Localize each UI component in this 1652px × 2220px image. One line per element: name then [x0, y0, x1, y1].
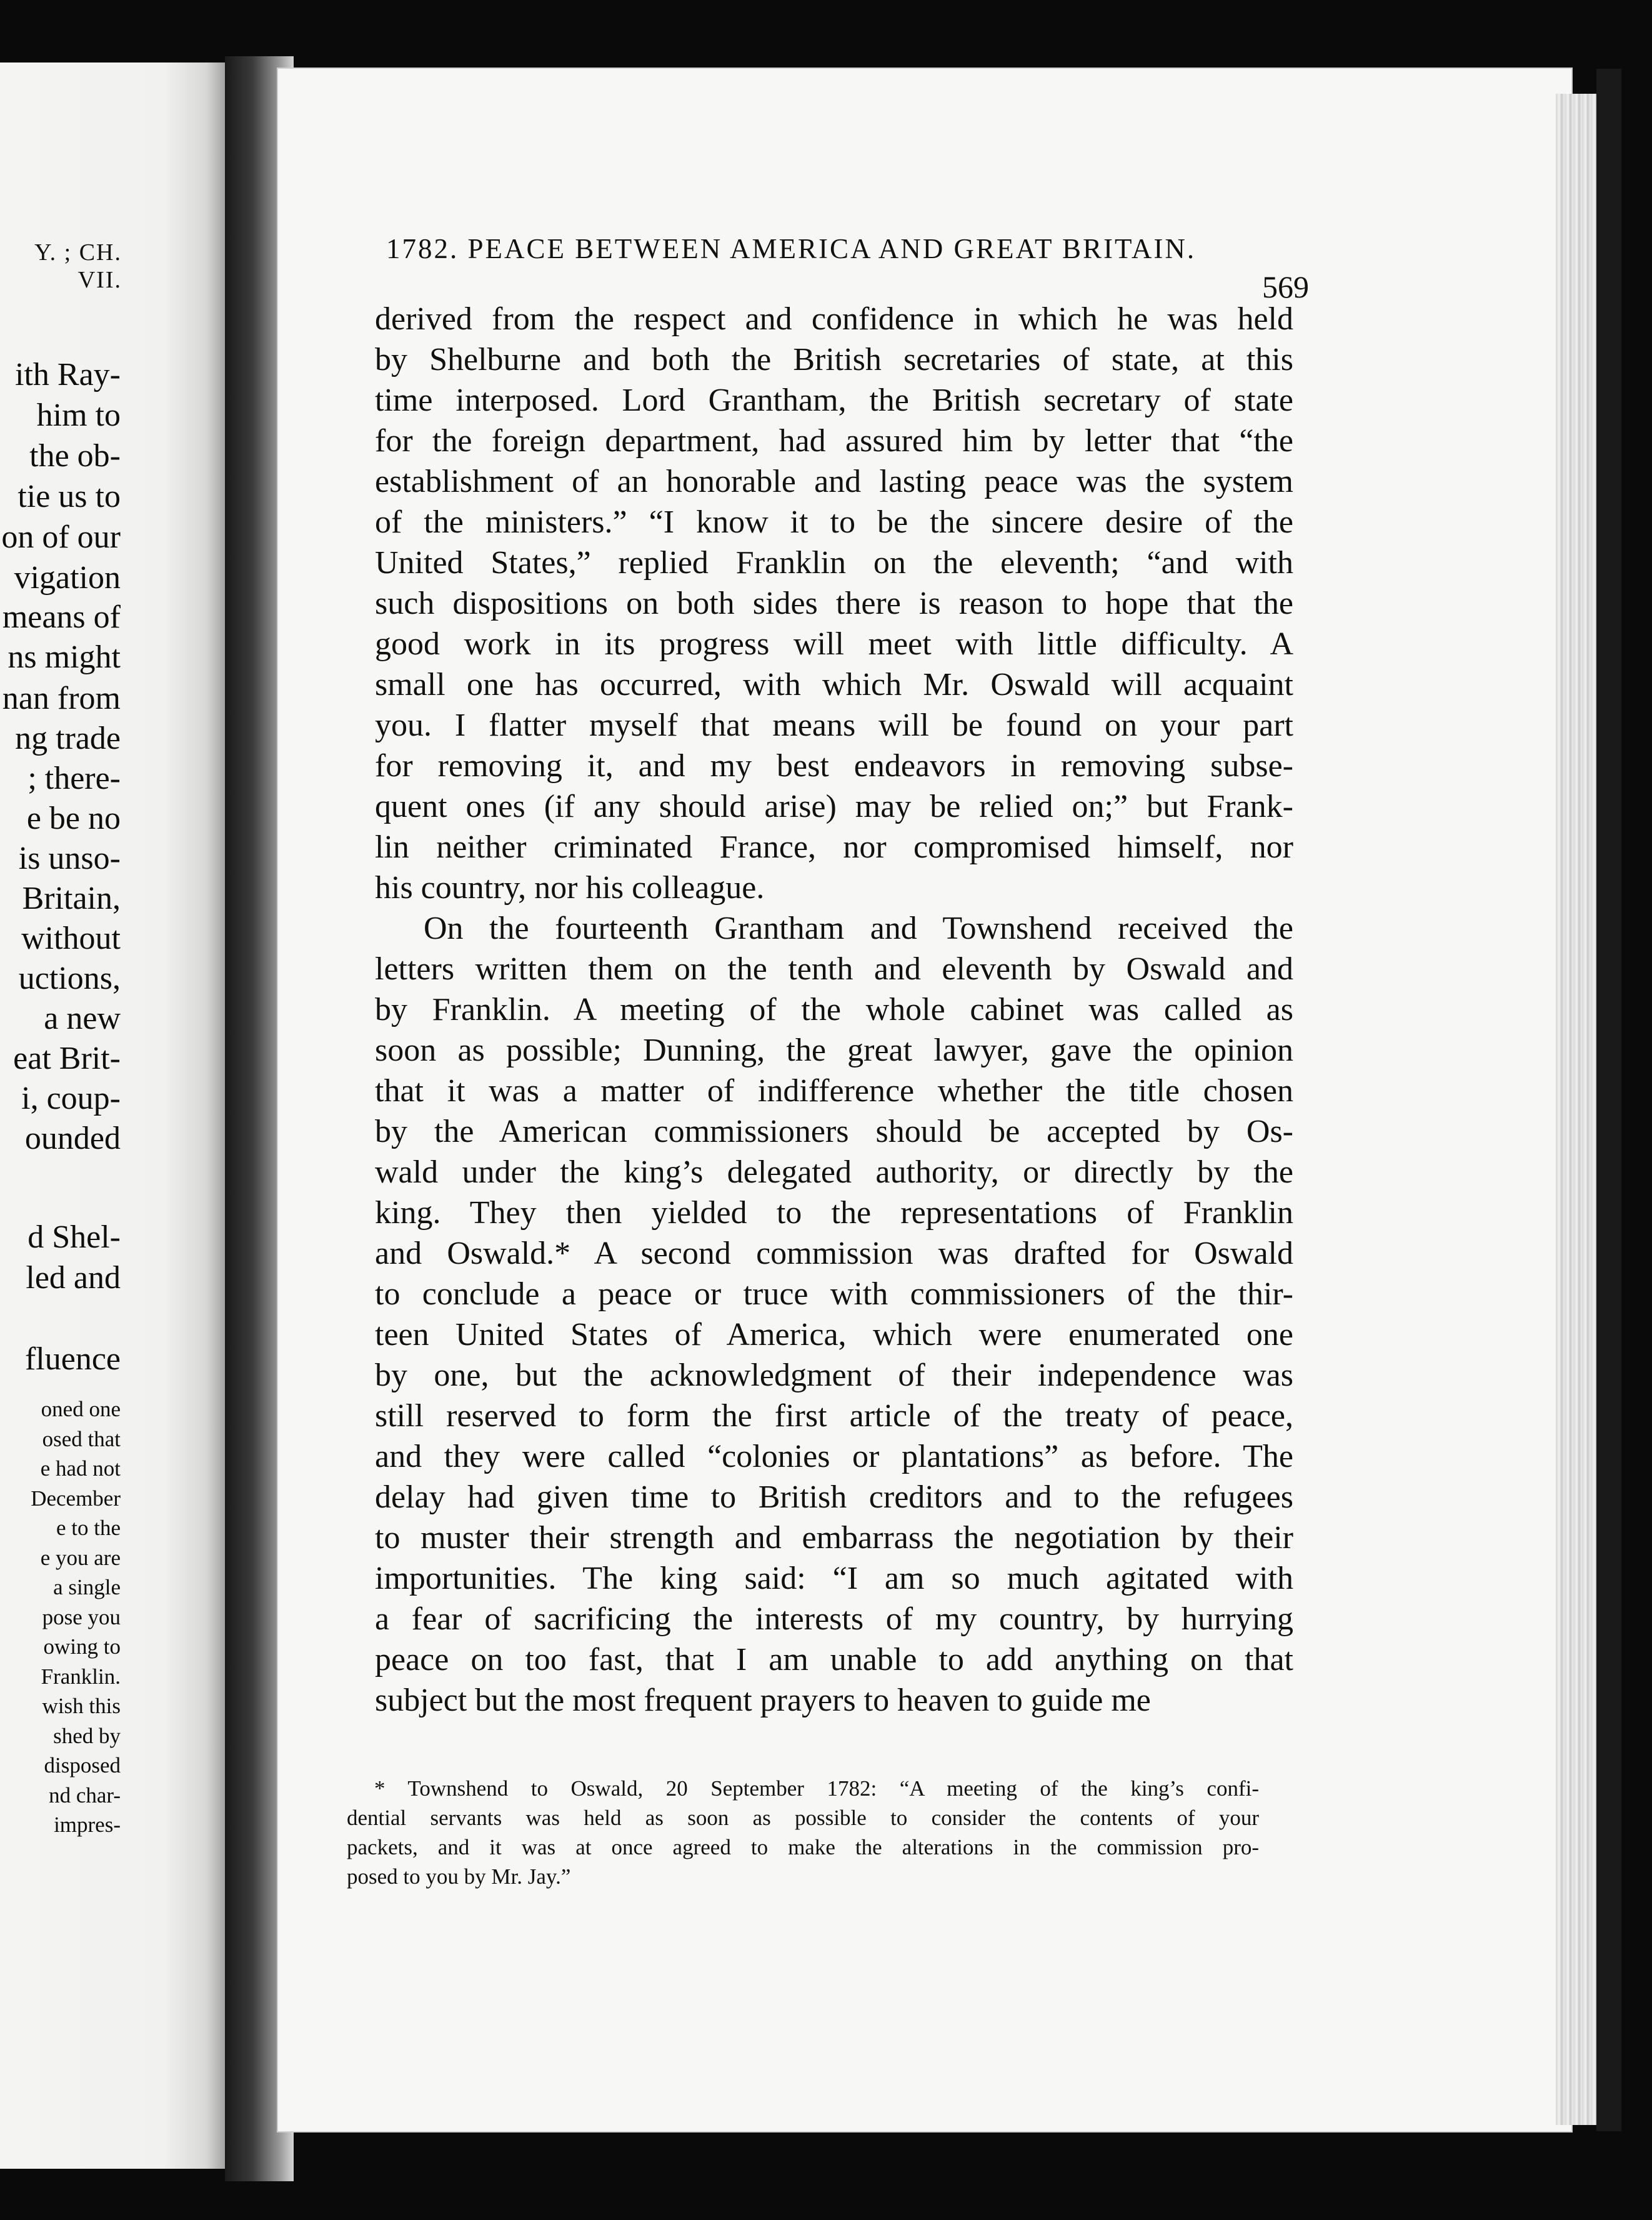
- left-page-line: ns might: [7, 639, 121, 675]
- left-page-line: i, coup-: [21, 1081, 121, 1116]
- left-page-footnote-line: owing to: [43, 1634, 121, 1659]
- body-line: by one, but the acknowledgment of their independence was: [375, 1358, 1293, 1393]
- left-page-line: him to: [36, 398, 121, 433]
- body-line: lin neither criminated France, nor compromised himself, nor: [375, 829, 1293, 865]
- footnote-line: * Townshend to Oswald, 20 September 1782: “A meeting of the king’s confi-: [374, 1776, 1259, 1801]
- left-page-footnote-line: December: [31, 1486, 121, 1511]
- footnote-line: posed to you by Mr. Jay.”: [347, 1864, 571, 1889]
- body-line: soon as possible; Dunning, the great lawyer, gave the opinion: [375, 1032, 1293, 1068]
- running-head: 1782. PEACE BETWEEN AMERICA AND GREAT BRITAIN.: [386, 233, 1197, 264]
- body-line: establishment of an honorable and lasting peace was the system: [375, 464, 1293, 499]
- left-page-line: e be no: [26, 801, 121, 836]
- left-page-line: eat Brit-: [13, 1041, 121, 1076]
- body-text: [375, 300, 1293, 1722]
- body-line: United States,” replied Franklin on the eleventh; “and with: [375, 545, 1293, 581]
- left-page-line: ith Ray-: [15, 357, 121, 392]
- body-line: by Franklin. A meeting of the whole cabinet was called as: [375, 992, 1293, 1028]
- left-page-line: tie us to: [17, 479, 121, 514]
- left-page-line: ; there-: [27, 761, 121, 796]
- body-line: you. I flatter myself that means will be found on your part: [375, 708, 1293, 743]
- left-page-line: uctions,: [18, 961, 121, 996]
- body-line: small one has occurred, with which Mr. Oswald will acquaint: [375, 667, 1293, 702]
- left-page-line: on of our: [1, 519, 121, 555]
- scan-edge-shadow: [1596, 69, 1621, 2131]
- left-page-line: a new: [44, 1001, 121, 1036]
- body-line: subject but the most frequent prayers to heaven to guide me: [375, 1682, 1151, 1718]
- body-line: that it was a matter of indifference whether the title chosen: [375, 1073, 1293, 1109]
- body-line: king. They then yielded to the representations of Franklin: [375, 1195, 1293, 1231]
- left-page-line: ng trade: [15, 721, 121, 756]
- left-page-line: means of: [2, 599, 121, 635]
- body-line: a fear of sacrificing the interests of my country, by hurrying: [375, 1601, 1293, 1637]
- left-page-line: without: [21, 921, 121, 956]
- left-page-line: Britain,: [22, 881, 121, 916]
- body-line: importunities. The king said: “I am so much agitated with: [375, 1561, 1293, 1596]
- body-line: for the foreign department, had assured him by letter that “the: [375, 423, 1293, 459]
- body-line: such dispositions on both sides there is reason to hope that the: [375, 586, 1293, 621]
- left-page-footnote-line: e you are: [40, 1546, 121, 1570]
- body-line: still reserved to form the first article of the treaty of peace,: [375, 1398, 1293, 1434]
- left-page-footnote-line: oned one: [41, 1397, 121, 1421]
- left-page-footnote-line: a single: [53, 1575, 121, 1599]
- body-line: teen United States of America, which were enumerated one: [375, 1317, 1293, 1352]
- left-page-footnote-line: impres-: [54, 1812, 121, 1837]
- body-line: by the American commissioners should be accepted by Os-: [375, 1114, 1293, 1149]
- left-page-footnote-line: nd char-: [49, 1783, 121, 1808]
- body-line: and they were called “colonies or plantations” as before. The: [375, 1439, 1293, 1474]
- left-page-line: vigation: [14, 560, 121, 596]
- left-page-line: is unso-: [18, 841, 121, 876]
- left-page-footnote-line: osed that: [42, 1427, 121, 1451]
- body-line: quent ones (if any should arise) may be relied on;” but Frank-: [375, 789, 1293, 824]
- left-page: [0, 62, 234, 2169]
- footnote-line: dential servants was held as soon as possible to consider the contents of your: [347, 1806, 1259, 1830]
- body-line: delay had given time to British creditors and to the refugees: [375, 1479, 1293, 1515]
- left-page-line: led and: [26, 1260, 121, 1296]
- body-line: and Oswald.* A second commission was drafted for Oswald: [375, 1236, 1293, 1271]
- left-page-line: fluence: [24, 1341, 121, 1377]
- body-line: to muster their strength and embarrass the negotiation by their: [375, 1520, 1293, 1556]
- body-line: peace on too fast, that I am unable to add anything on that: [375, 1642, 1293, 1678]
- body-line: wald under the king’s delegated authority, or directly by the: [375, 1154, 1293, 1190]
- left-page-line: nan from: [2, 681, 121, 716]
- left-page-footnote-line: pose you: [42, 1605, 121, 1629]
- left-page-footnote-line: wish this: [42, 1694, 121, 1718]
- body-line: to conclude a peace or truce with commissioners of the thir-: [375, 1276, 1293, 1312]
- body-line: On the fourteenth Grantham and Townshend received the: [424, 911, 1293, 946]
- left-page-footnote-line: disposed: [44, 1753, 121, 1778]
- body-line: letters written them on the tenth and eleventh by Oswald and: [375, 951, 1293, 987]
- body-line: for removing it, and my best endeavors in removing subse-: [375, 748, 1293, 784]
- body-line: by Shelburne and both the British secretaries of state, at this: [375, 342, 1293, 378]
- left-page-footnote-line: e to the: [56, 1516, 121, 1540]
- page-edges: [1556, 94, 1600, 2125]
- body-line: his country, nor his colleague.: [375, 870, 765, 906]
- body-line: time interposed. Lord Grantham, the British secretary of state: [375, 382, 1293, 418]
- footnote-line: packets, and it was at once agreed to make the alterations in the commission pro-: [347, 1835, 1259, 1859]
- body-line: derived from the respect and confidence in which he was held: [375, 301, 1293, 337]
- left-running-head: Y. ; CH. VII.: [34, 239, 122, 293]
- left-page-line: the ob-: [29, 438, 121, 474]
- left-page-footnote-line: Franklin.: [41, 1664, 121, 1689]
- body-line: of the ministers.” “I know it to be the sincere desire of the: [375, 504, 1293, 540]
- page-number: 569: [1262, 269, 1309, 304]
- left-page-line: d Shel-: [27, 1219, 121, 1255]
- left-page-footnote-line: shed by: [53, 1724, 121, 1748]
- body-line: good work in its progress will meet with little difficulty. A: [375, 626, 1293, 662]
- footnote: [347, 1774, 1259, 1891]
- left-page-line: ounded: [24, 1121, 121, 1156]
- left-page-footnote-line: e had not: [40, 1456, 121, 1481]
